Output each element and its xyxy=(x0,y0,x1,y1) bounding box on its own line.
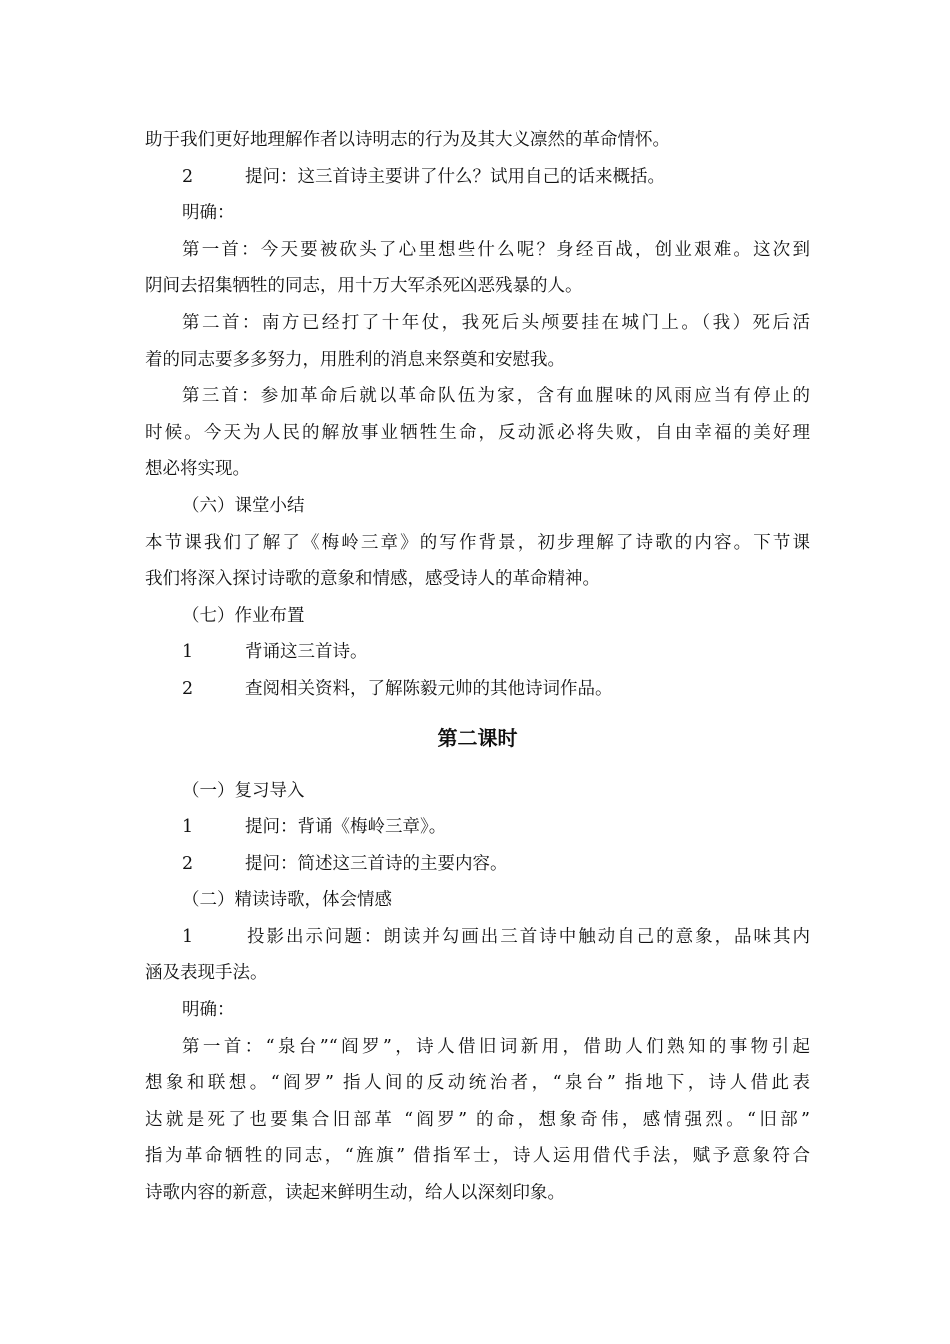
paragraph-line: （六）课堂小结 xyxy=(182,495,305,516)
paragraph-line: 明确： xyxy=(182,1000,235,1021)
paragraph-line: （七）作业布置 xyxy=(182,605,305,626)
item-number: 1 xyxy=(182,642,194,663)
paragraph-line: 时候。今天为人民的解放事业牺牲生命，反动派必将失败，自由幸福的美好理 xyxy=(145,422,810,443)
numbered-item xyxy=(145,846,810,883)
paragraph-line: 诗歌内容的新意，读起来鲜明生动，给人以深刻印象。 xyxy=(145,1183,565,1204)
item-text: 提问：背诵《梅岭三章》。 xyxy=(245,817,447,838)
numbered-item xyxy=(145,634,810,671)
paragraph-line: （一）复习导入 xyxy=(182,780,305,801)
item-number: 2 xyxy=(182,678,194,699)
item-text: 提问：简述这三首诗的主要内容。 xyxy=(245,853,508,874)
numbered-item xyxy=(145,671,810,708)
paragraph-line: 第一首：今天要被砍头了心里想些什么呢？身经百战，创业艰难。这次到 xyxy=(182,239,810,260)
section-heading: 第二课时 xyxy=(437,725,518,750)
paragraph-line: 达就是死了也要集合旧部革 “阎罗” 的命，想象奇伟，感情强烈。“旧部” xyxy=(145,1109,810,1130)
item-text-continued: 涵及表现手法。 xyxy=(145,963,268,984)
paragraph-line: 想象和联想。“阎罗” 指人间的反动统治者，“泉台” 指地下，诗人借此表 xyxy=(145,1073,810,1094)
paragraph-line: 明确： xyxy=(182,203,235,224)
paragraph-line: 第一首：“泉台”“阎罗”，诗人借旧词新用，借助人们熟知的事物引起 xyxy=(182,1036,810,1057)
paragraph-line: 着的同志要多多努力，用胜利的消息来祭奠和安慰我。 xyxy=(145,349,565,370)
item-text: 投影出示问题：朗读并勾画出三首诗中触动自己的意象，品味其内 xyxy=(245,926,810,947)
numbered-item xyxy=(145,159,810,196)
numbered-item xyxy=(145,919,810,956)
paragraph-line: （二）精读诗歌，体会情感 xyxy=(182,890,392,911)
item-number: 1 xyxy=(182,817,194,838)
numbered-item xyxy=(145,809,810,846)
paragraph-line: 阴间去招集牺牲的同志，用十万大军杀死凶恶残暴的人。 xyxy=(145,276,583,297)
item-number: 2 xyxy=(182,853,194,874)
body-line: 我们将深入探讨诗歌的意象和情感，感受诗人的革命精神。 xyxy=(145,569,600,590)
body-line: 本节课我们了解了《梅岭三章》的写作背景，初步理解了诗歌的内容。下节课 xyxy=(145,532,810,553)
paragraph-line: 指为革命牺牲的同志，“旌旗” 借指军士，诗人运用借代手法，赋予意象符合 xyxy=(145,1146,810,1167)
item-text: 提问：这三首诗主要讲了什么？试用自己的话来概括。 xyxy=(245,166,665,187)
document-body xyxy=(145,122,810,1212)
item-number: 1 xyxy=(182,926,194,947)
paragraph-line: 第二首：南方已经打了十年仗，我死后头颅要挂在城门上。（我）死后活 xyxy=(182,312,810,333)
item-number: 2 xyxy=(182,166,194,187)
body-line: 助于我们更好地理解作者以诗明志的行为及其大义凛然的革命情怀。 xyxy=(145,130,670,150)
item-text: 查阅相关资料，了解陈毅元帅的其他诗词作品。 xyxy=(245,678,613,699)
paragraph-line: 第三首：参加革命后就以革命队伍为家，含有血腥味的风雨应当有停止的 xyxy=(182,386,810,407)
paragraph-line: 想必将实现。 xyxy=(145,459,250,480)
item-text: 背诵这三首诗。 xyxy=(245,642,368,663)
